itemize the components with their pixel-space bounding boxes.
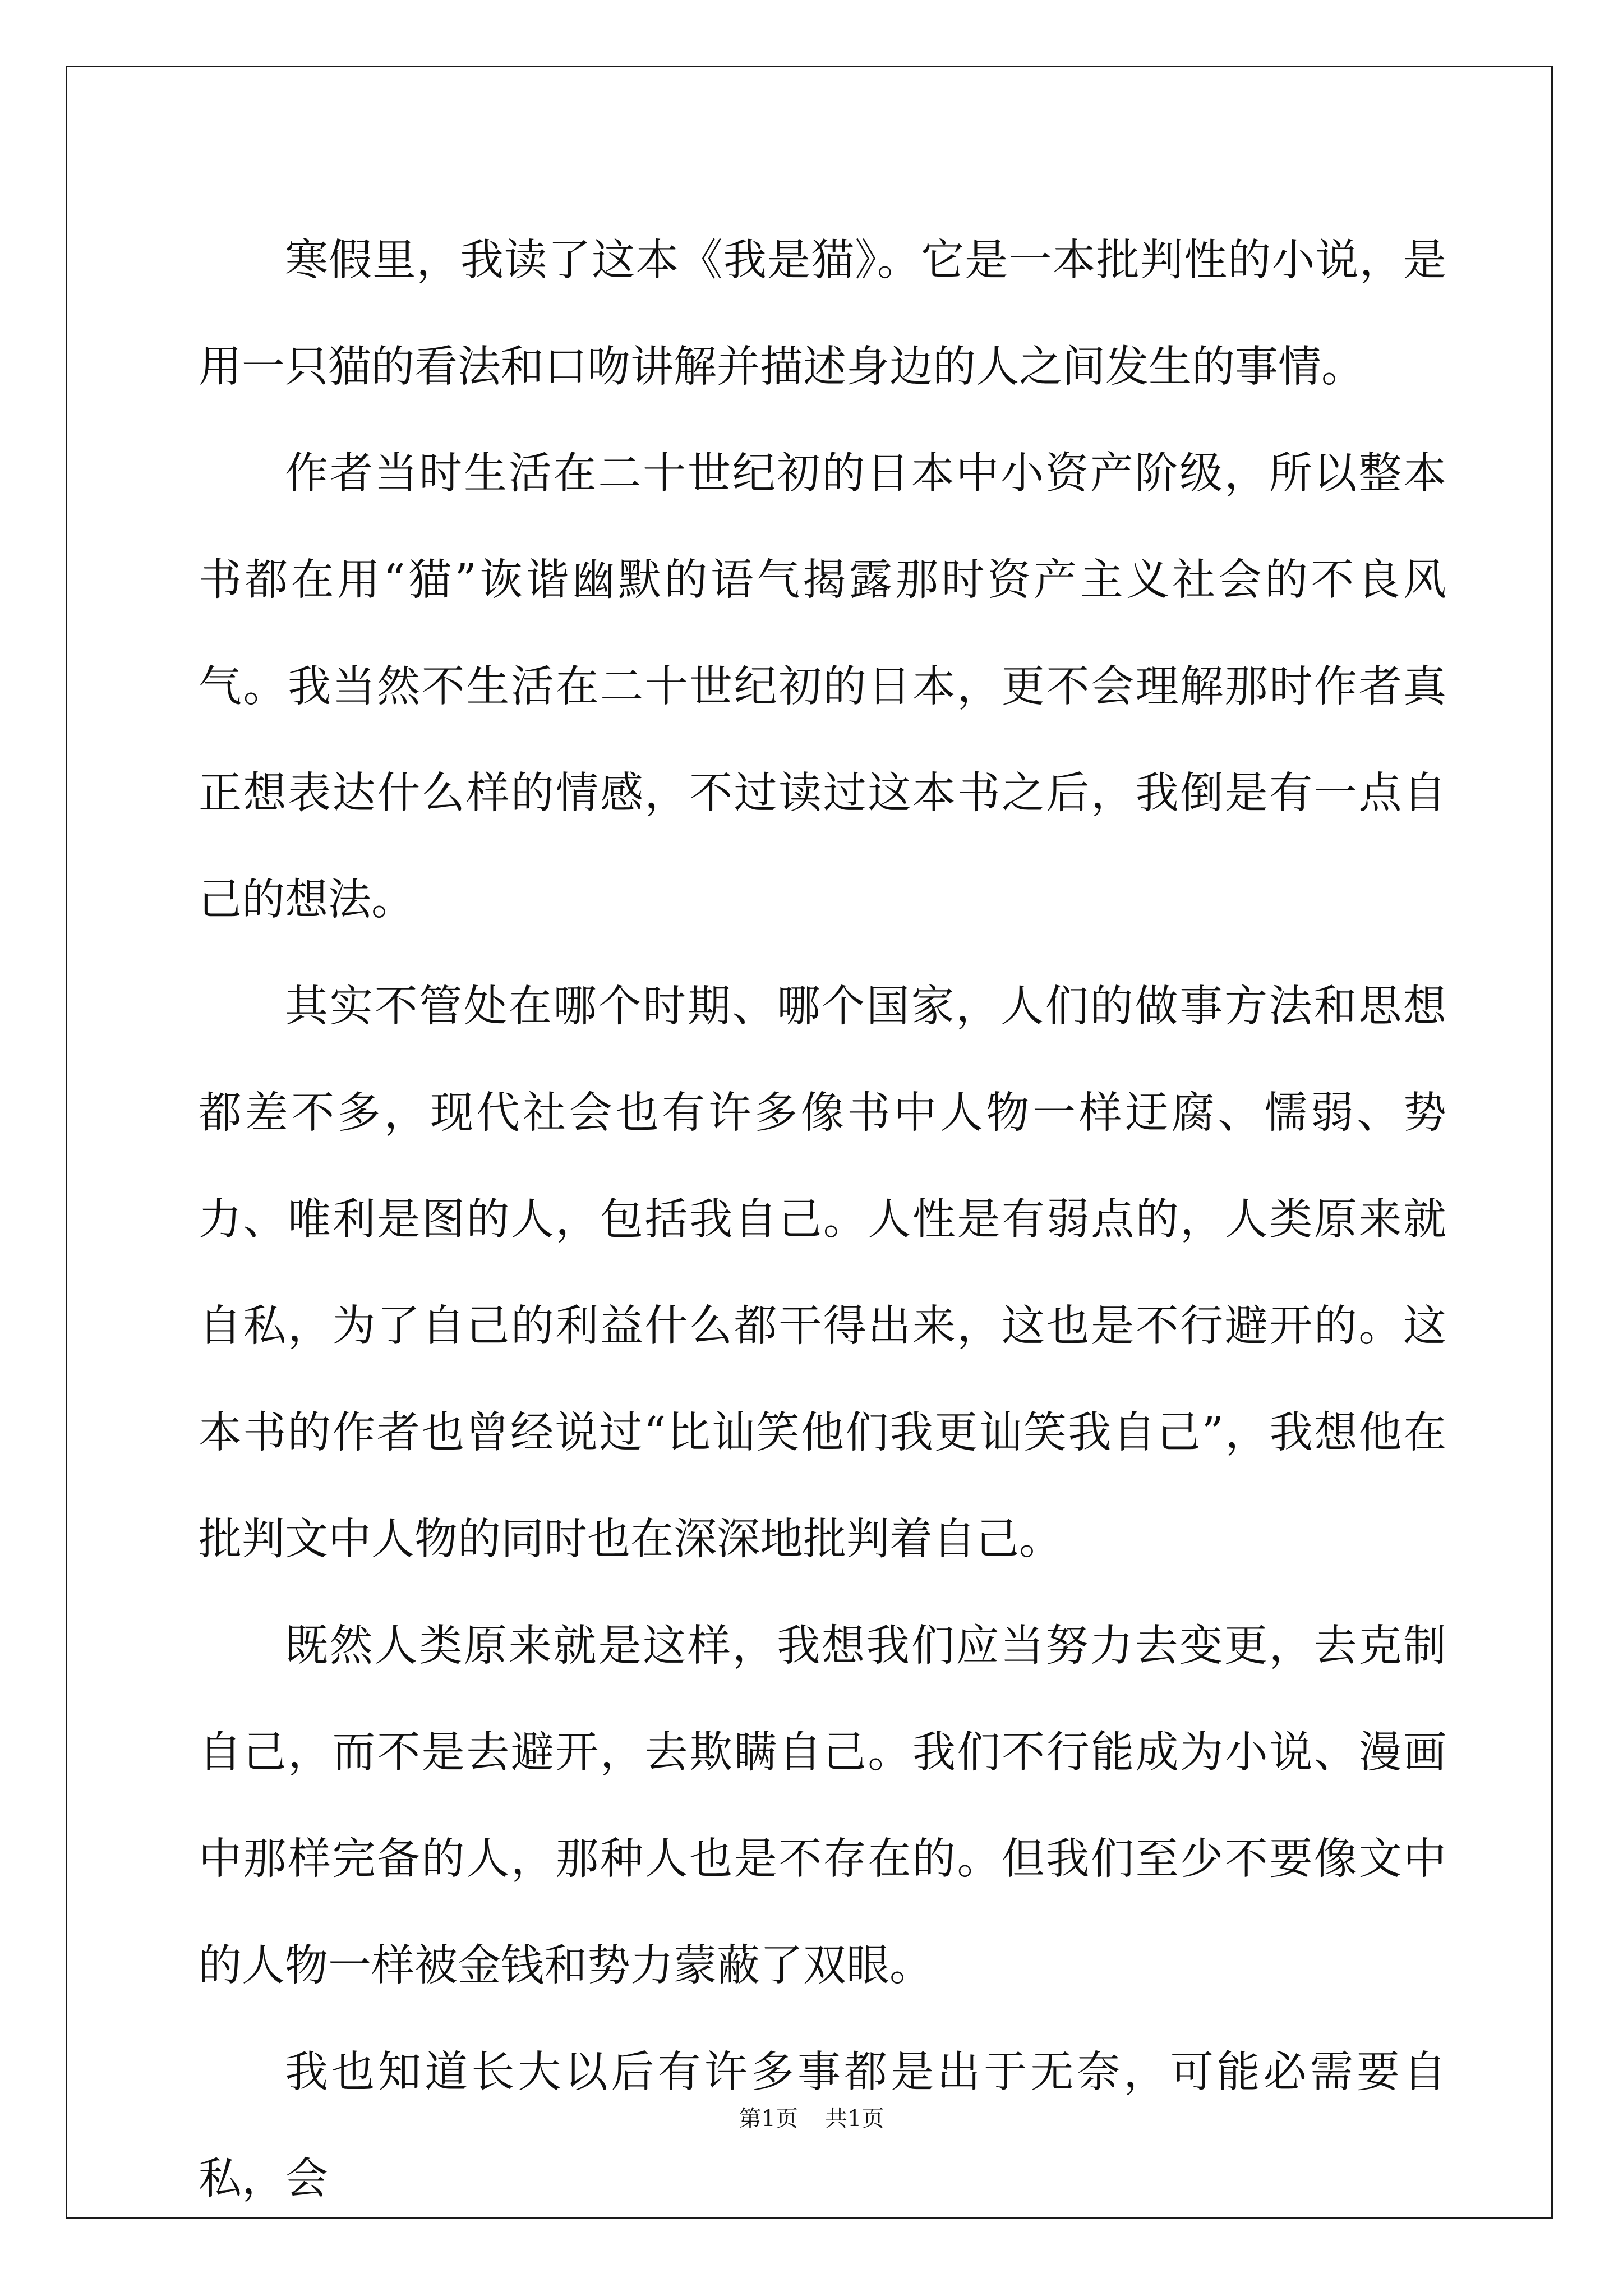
page-total: 共1页 <box>825 2106 884 2132</box>
document-body <box>199 208 1446 2233</box>
page-footer <box>0 2101 1623 2133</box>
paragraph-2: 作者当时生活在二十世纪初的日本中小资产阶级，所以整本书都在用“猫”诙谐幽默的语气揭露那时资产主义社会的不良风气。我当然不生活在二十世纪初的日本，更不会理解那时作者真正想表达什么样的情感，不过读过这本书之后，我倒是有一点自己的想法。 <box>199 449 1446 925</box>
paragraph-1: 寒假里，我读了这本《我是猫》。它是一本批判性的小说，是用一只猫的看法和口吻讲解并描述身边的人之间发生的事情。 <box>199 236 1446 392</box>
page-number: 第1页 <box>739 2106 798 2132</box>
paragraph-4: 既然人类原来就是这样，我想我们应当努力去变更，去克制自己，而不是去避开，去欺瞒自己。我们不行能成为小说、漫画中那样完备的人，那种人也是不存在的。但我们至少不要像文中的人物一样被金钱和势力蒙蔽了双眼。 <box>199 1621 1446 1991</box>
paragraph-3: 其实不管处在哪个时期、哪个国家，人们的做事方法和思想都差不多，现代社会也有许多像书中人物一样迂腐、懦弱、势力、唯利是图的人，包括我自己。人性是有弱点的，人类原来就自私，为了自己的利益什么都干得出来，这也是不行避开的。这本书的作者也曾经说过“比讪笑他们我更讪笑我自己”，我想他在批判文中人物的同时也在深深地批判着自己。 <box>199 982 1446 1565</box>
paragraph-5: 我也知道长大以后有许多事都是出于无奈，可能必需要自私，会 <box>199 2047 1446 2204</box>
